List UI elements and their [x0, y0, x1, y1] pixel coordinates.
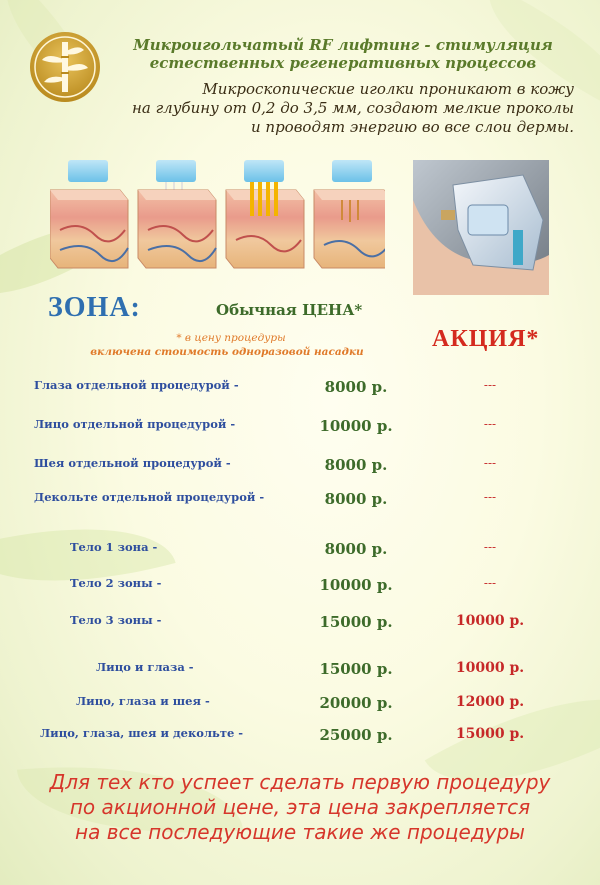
regular-price-header: Обычная ЦЕНА*	[216, 301, 363, 319]
zone-name: Шея отдельной процедурой -	[34, 456, 231, 470]
regular-price: 8000 р.	[324, 490, 388, 508]
regular-price: 20000 р.	[319, 694, 393, 712]
price-row	[0, 490, 600, 512]
promo-price: 15000 р.	[455, 726, 525, 742]
price-row	[0, 540, 600, 562]
zone-name: Лицо, глаза, шея и декольте -	[40, 726, 244, 740]
promo-price: 12000 р.	[455, 694, 525, 710]
promo-price: ---	[483, 378, 497, 392]
bamboo-leaf-logo-icon	[28, 30, 102, 104]
promo-footer-note	[0, 770, 600, 845]
footer-line: Для тех кто успеет сделать первую процедуру	[49, 770, 551, 794]
title-line: Микроигольчатый RF лифтинг - стимуляция	[133, 36, 553, 54]
price-row	[0, 576, 600, 598]
zone-name: Декольте отдельной процедурой -	[34, 490, 265, 504]
footer-line: на все последующие такие же процедуры	[75, 820, 525, 844]
skin-microneedle-diagram-icon	[50, 160, 385, 270]
promo-price: ---	[483, 576, 497, 590]
regular-price: 15000 р.	[319, 613, 393, 631]
regular-price: 8000 р.	[324, 456, 388, 474]
promo-price: ---	[483, 456, 497, 470]
description-line: на глубину от 0,2 до 3,5 мм, создают мелкие проколы	[131, 99, 574, 117]
price-row	[0, 660, 600, 682]
promo-price: ---	[483, 490, 497, 504]
zone-name: Тело 3 зоны -	[70, 613, 162, 627]
zone-name: Тело 2 зоны -	[70, 576, 162, 590]
title-line: естественных регенеративных процессов	[149, 54, 537, 72]
regular-price: 15000 р.	[319, 660, 393, 678]
zone-name: Лицо, глаза и шея -	[76, 694, 210, 708]
zone-name: Тело 1 зона -	[70, 540, 158, 554]
price-note: * в цену процедуры	[176, 332, 286, 344]
promo-price: ---	[483, 417, 497, 431]
price-row	[0, 613, 600, 635]
regular-price: 10000 р.	[319, 417, 393, 435]
promo-price: ---	[483, 540, 497, 554]
regular-price: 8000 р.	[324, 540, 388, 558]
promo-price: 10000 р.	[455, 613, 525, 629]
price-row	[0, 417, 600, 439]
zone-name: Лицо и глаза -	[96, 660, 194, 674]
price-note: включена стоимость одноразовой насадки	[90, 346, 364, 358]
page-title	[112, 36, 574, 72]
regular-price: 25000 р.	[319, 726, 393, 744]
rf-device-photo-icon	[413, 160, 549, 295]
description-line: и проводят энергию во все слои дермы.	[250, 118, 574, 136]
price-row	[0, 726, 600, 748]
description	[112, 80, 574, 137]
footer-line: по акционной цене, эта цена закрепляется	[69, 795, 531, 819]
description-line: Микроскопические иголки проникают в кожу	[202, 80, 574, 98]
promo-price: 10000 р.	[455, 660, 525, 676]
price-row	[0, 694, 600, 716]
price-row	[0, 456, 600, 478]
regular-price: 8000 р.	[324, 378, 388, 396]
zone-name: Лицо отдельной процедурой -	[34, 417, 236, 431]
zone-column-header: ЗОНА:	[48, 292, 141, 323]
zone-name: Глаза отдельной процедурой -	[34, 378, 239, 392]
promo-price-header: АКЦИЯ*	[432, 326, 540, 352]
regular-price: 10000 р.	[319, 576, 393, 594]
price-row	[0, 378, 600, 400]
